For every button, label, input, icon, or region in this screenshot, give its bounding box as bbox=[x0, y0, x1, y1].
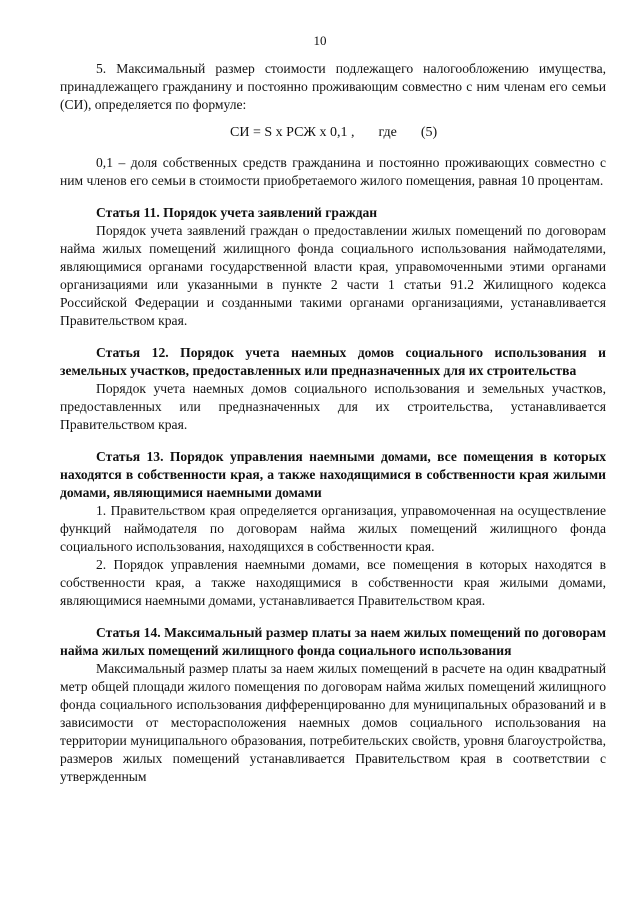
article-13-item-1: 1. Правительством края определяется организация, управомоченная на осуществление функций наймодателя по договорам найма жилых помещений жилищного фонда социального использования, находящихся в собственности края. bbox=[60, 503, 606, 554]
article-11-text: Порядок учета заявлений граждан о предоставлении жилых помещений по договорам найма жилых помещений жилищного фонда социального использования наймодателями, являющимися органами государственной власти края, управомоченными этими органами организациями или указанными в пункте 2 части 1 статьи 91.2 Жилищного кодекса Российской Федерации и созданными такими органами организациями, устанавливается Правительством края. bbox=[60, 223, 606, 328]
article-11-heading: Статья 11. Порядок учета заявлений граждан bbox=[96, 205, 378, 220]
paragraph-coefficient: 0,1 – доля собственных средств гражданина и постоянно проживающих совместно с ним членов его семьи в стоимости приобретаемого жилого помещения, равная 10 процентам. bbox=[60, 155, 606, 188]
paragraph-5: 5. Максимальный размер стоимости подлежащего налогообложению имущества, принадлежащего гражданину и постоянно проживающим совместно с ним членам его семьи (СИ), определяется по формуле: bbox=[60, 61, 606, 112]
page-number: 10 bbox=[313, 33, 327, 48]
formula-where: где bbox=[378, 125, 397, 140]
article-14-text: Максимальный размер платы за наем жилых помещений в расчете на один квадратный метр общей площади жилого помещения по договорам найма жилых помещений жилищного фонда социального использования дифференцированно для муниципальных образований и в зависимости от месторасположения наемных домов социального использования на территории муниципального образования, потребительских свойств, уровня благоустройства, размеров жилых помещений устанавливается Правительством края в соответствии с утвержденным bbox=[60, 661, 606, 784]
article-13-item-2: 2. Порядок управления наемными домами, все помещения в которых находятся в собственности края, а также находящимися в собственности края жилыми домами, являющимися наемными домами, устанавливается Правительством края. bbox=[60, 557, 606, 608]
formula-number: (5) bbox=[420, 125, 438, 140]
document-body bbox=[60, 60, 606, 786]
article-13-heading: Статья 13. Порядок управления наемными домами, все помещения в которых находятся в собственности края, а также находящимися в собственности края жилыми домами, являющимися наемными домами bbox=[60, 449, 606, 500]
formula-expression: СИ = S х РСЖ х 0,1 , bbox=[230, 125, 355, 140]
formula bbox=[60, 124, 606, 142]
article-12-heading: Статья 12. Порядок учета наемных домов социального использования и земельных участков, предоставленных или предназначенных для их строительства bbox=[60, 345, 606, 378]
article-14-heading: Статья 14. Максимальный размер платы за наем жилых помещений по договорам найма жилых помещений жилищного фонда социального использования bbox=[60, 625, 606, 658]
article-12-text: Порядок учета наемных домов социального использования и земельных участков, предоставленных или предназначенных для их строительства, устанавливается Правительством края. bbox=[60, 381, 606, 432]
